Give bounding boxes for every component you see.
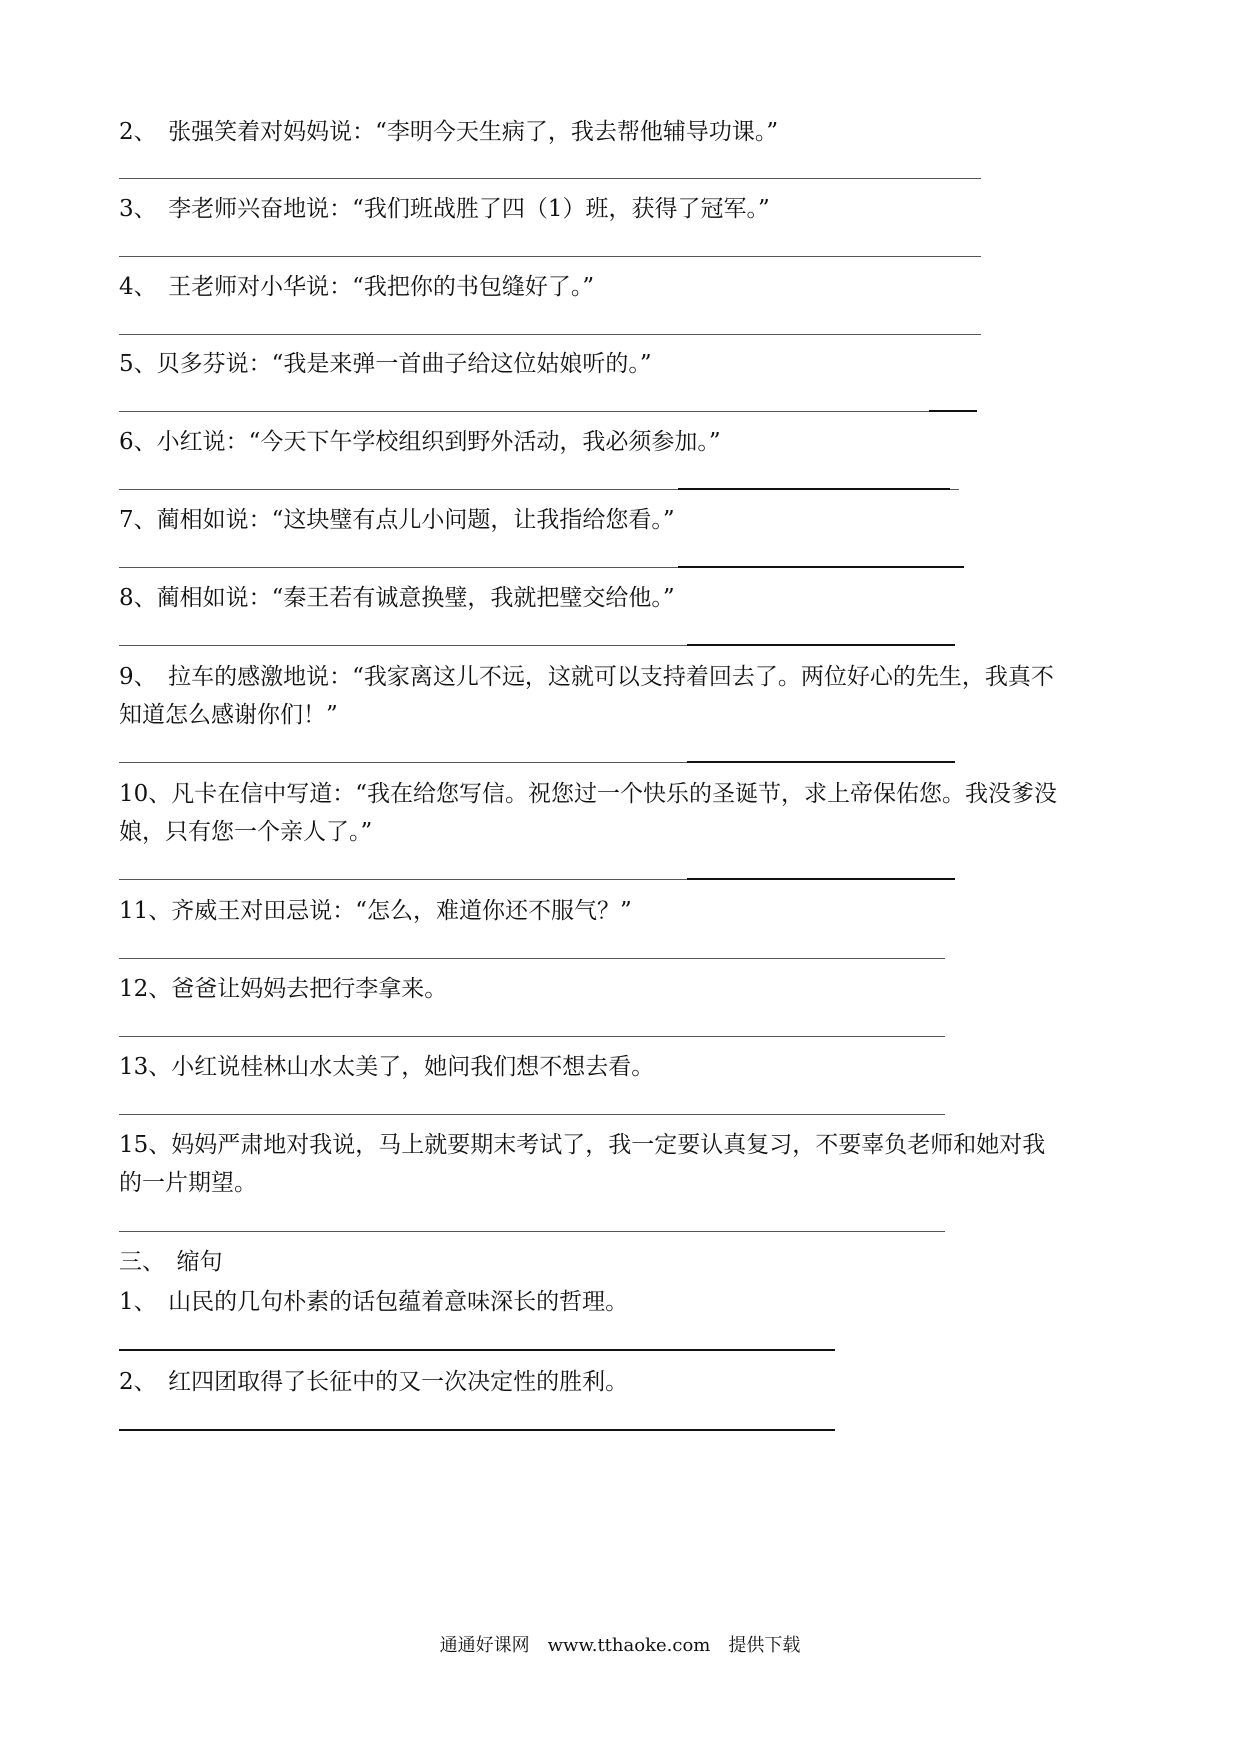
question-9: 9、 拉车的感激地说：“我家离这儿不远，这就可以支持着回去了。两位好心的先生，我真不 xyxy=(119,664,1054,690)
answer-line-9[interactable] xyxy=(119,762,955,763)
answer-line-13[interactable] xyxy=(119,1114,945,1115)
answer-line-2[interactable] xyxy=(119,178,981,179)
condense-question-1: 1、 山民的几句朴素的话包蕴着意味深长的哲理。 xyxy=(119,1289,629,1315)
question-10-continued: 娘，只有您一个亲人了。” xyxy=(119,819,373,845)
question-10: 10、凡卡在信中写道：“我在给您写信。祝您过一个快乐的圣诞节，求上帝保佑您。我没爹没 xyxy=(119,781,1058,807)
condense-answer-line-2[interactable] xyxy=(119,1429,835,1431)
answer-line-7[interactable] xyxy=(119,567,964,568)
question-5: 5、贝多芬说：“我是来弹一首曲子给这位姑娘听的。” xyxy=(119,351,652,377)
question-7: 7、蔺相如说：“这块璧有点儿小问题，让我指给您看。” xyxy=(119,507,675,533)
question-9-continued: 知道怎么感谢你们！” xyxy=(119,702,338,728)
condense-answer-line-1[interactable] xyxy=(119,1349,835,1351)
question-3: 3、 李老师兴奋地说：“我们班战胜了四（1）班，获得了冠军。” xyxy=(119,196,770,222)
question-13: 13、小红说桂林山水太美了，她问我们想不想去看。 xyxy=(119,1054,655,1080)
answer-line-3[interactable] xyxy=(119,256,981,257)
question-12: 12、爸爸让妈妈去把行李拿来。 xyxy=(119,976,448,1002)
section-3-heading: 三、 缩句 xyxy=(119,1249,223,1275)
answer-line-12[interactable] xyxy=(119,1036,945,1037)
question-15: 15、妈妈严肃地对我说，马上就要期末考试了，我一定要认真复习，不要辜负老师和她对我 xyxy=(119,1132,1046,1158)
footer-source: 通通好课网 www.tthaoke.com 提供下载 xyxy=(439,1635,801,1656)
answer-line-11[interactable] xyxy=(119,958,945,959)
question-4: 4、 王老师对小华说：“我把你的书包缝好了。” xyxy=(119,274,595,300)
answer-line-6[interactable] xyxy=(119,489,959,490)
question-15-continued: 的一片期望。 xyxy=(119,1170,257,1196)
question-8: 8、蔺相如说：“秦王若有诚意换璧，我就把璧交给他。” xyxy=(119,585,675,611)
answer-line-15[interactable] xyxy=(119,1231,945,1232)
question-6: 6、小红说：“今天下午学校组织到野外活动，我必须参加。” xyxy=(119,429,721,455)
question-11: 11、齐威王对田忌说：“怎么，难道你还不服气？” xyxy=(119,898,632,924)
answer-line-5[interactable] xyxy=(119,411,977,412)
answer-line-8[interactable] xyxy=(119,645,955,646)
condense-question-2: 2、 红四团取得了长征中的又一次决定性的胜利。 xyxy=(119,1369,629,1395)
answer-line-4[interactable] xyxy=(119,334,981,335)
question-2: 2、 张强笑着对妈妈说：“李明今天生病了，我去帮他辅导功课。” xyxy=(119,119,779,145)
answer-line-10[interactable] xyxy=(119,879,955,880)
